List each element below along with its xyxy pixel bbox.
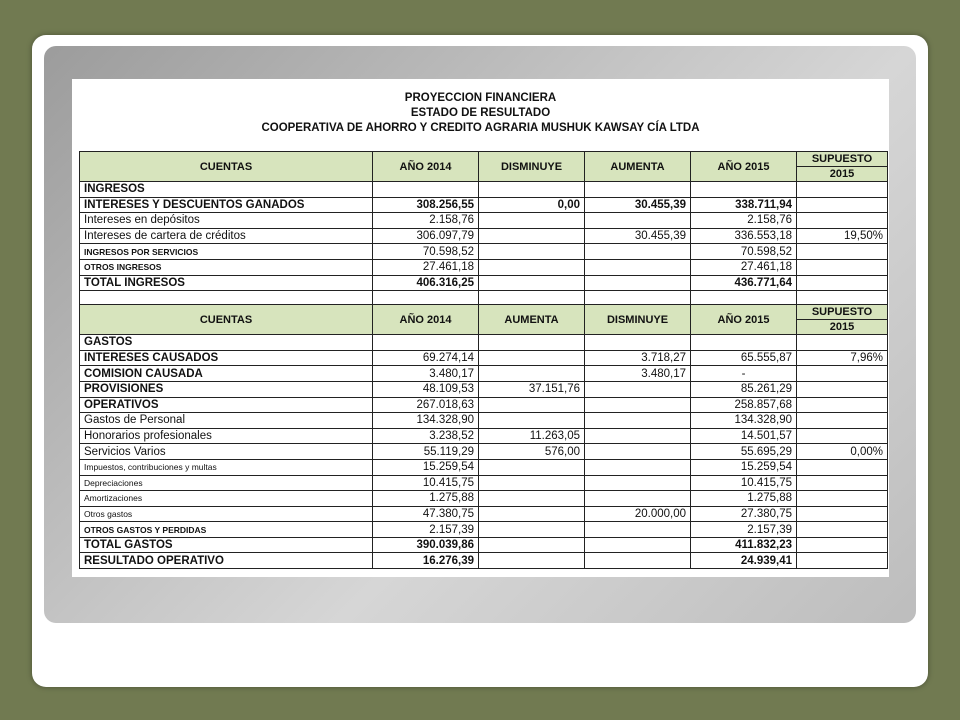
- table-row: [80, 275, 888, 291]
- cell-y2015: 70.598,52: [691, 244, 797, 260]
- col-aumenta: AUMENTA: [585, 152, 691, 182]
- table-row: [80, 537, 888, 553]
- income-statement-table: [79, 151, 888, 569]
- cell-c1: [479, 506, 585, 522]
- section-gastos: GASTOS: [80, 335, 373, 351]
- account-name: INGRESOS POR SERVICIOS: [80, 244, 373, 260]
- cell-sup: [797, 259, 888, 275]
- table-row: [80, 366, 888, 382]
- cell-sup: [797, 275, 888, 291]
- cell-c1: [479, 459, 585, 475]
- cell-sup: 7,96%: [797, 350, 888, 366]
- title-line-2: ESTADO DE RESULTADO: [410, 107, 551, 119]
- col-supuesto: SUPUESTO: [797, 152, 888, 167]
- cell-c2: [585, 413, 691, 429]
- cell-c1: [479, 244, 585, 260]
- table-row: [80, 244, 888, 260]
- title-line-3: COOPERATIVA DE AHORRO Y CREDITO AGRARIA MUSHUK KAWSAY CÍA LTDA: [261, 122, 700, 134]
- col-ano-2014: AÑO 2014: [373, 152, 479, 182]
- cell-y2014: 406.316,25: [373, 275, 479, 291]
- cell-y2014: 16.276,39: [373, 553, 479, 569]
- cell-y2014: 55.119,29: [373, 444, 479, 460]
- cell-sup: [797, 537, 888, 553]
- cell-c2: 30.455,39: [585, 197, 691, 213]
- cell-c1: 576,00: [479, 444, 585, 460]
- col-cuentas: CUENTAS: [80, 152, 373, 182]
- table-row: [80, 522, 888, 538]
- cell-c2: [585, 244, 691, 260]
- cell-sup: [797, 553, 888, 569]
- cell-c1: [479, 259, 585, 275]
- cell-c2: 3.718,27: [585, 350, 691, 366]
- account-name: COMISION CAUSADA: [80, 366, 373, 382]
- table-row: [80, 459, 888, 475]
- cell-sup: [797, 522, 888, 538]
- col-ano-2014: AÑO 2014: [373, 305, 479, 335]
- account-name: INTERESES Y DESCUENTOS GANADOS: [80, 197, 373, 213]
- cell-c1: [479, 228, 585, 244]
- slide: [32, 35, 928, 687]
- cell-y2014: 1.275,88: [373, 491, 479, 507]
- cell-c2: [585, 213, 691, 229]
- cell-c2: 20.000,00: [585, 506, 691, 522]
- financial-document: [72, 79, 889, 577]
- col-disminuye: DISMINUYE: [479, 152, 585, 182]
- cell-y2014: 47.380,75: [373, 506, 479, 522]
- cell-c2: [585, 553, 691, 569]
- cell-y2015: 14.501,57: [691, 428, 797, 444]
- table-row: [80, 475, 888, 491]
- table-row: [80, 413, 888, 429]
- cell-c1: [479, 366, 585, 382]
- cell-c2: [585, 491, 691, 507]
- cell-c1: [479, 275, 585, 291]
- cell-y2015: 2.157,39: [691, 522, 797, 538]
- cell-y2015: 338.711,94: [691, 197, 797, 213]
- table-row: [80, 444, 888, 460]
- cell-c2: 3.480,17: [585, 366, 691, 382]
- header-row-ingresos: [80, 152, 888, 167]
- cell-sup: [797, 244, 888, 260]
- account-name: TOTAL GASTOS: [80, 537, 373, 553]
- cell-c2: [585, 475, 691, 491]
- cell-sup: [797, 413, 888, 429]
- cell-sup: [797, 428, 888, 444]
- section-ingresos: INGRESOS: [80, 182, 373, 198]
- cell-y2015: 1.275,88: [691, 491, 797, 507]
- account-name: Depreciaciones: [80, 475, 373, 491]
- table-row: [80, 506, 888, 522]
- cell-y2014: 70.598,52: [373, 244, 479, 260]
- col-disminuye: DISMINUYE: [585, 305, 691, 335]
- cell-y2014: 2.158,76: [373, 213, 479, 229]
- table-row: [80, 491, 888, 507]
- cell-y2015: 27.380,75: [691, 506, 797, 522]
- col-supuesto-year: 2015: [797, 167, 888, 182]
- cell-sup: [797, 381, 888, 397]
- cell-c1: [479, 397, 585, 413]
- cell-y2014: 390.039,86: [373, 537, 479, 553]
- section-row: [80, 182, 888, 198]
- cell-y2014: 2.157,39: [373, 522, 479, 538]
- cell-c2: [585, 537, 691, 553]
- cell-c2: 30.455,39: [585, 228, 691, 244]
- gastos-rows: [80, 350, 888, 568]
- account-name: Impuestos, contribuciones y multas: [80, 459, 373, 475]
- document-titles: [72, 91, 889, 136]
- col-aumenta: AUMENTA: [479, 305, 585, 335]
- cell-y2015: -: [691, 366, 797, 382]
- table-row: [80, 197, 888, 213]
- cell-y2015: 55.695,29: [691, 444, 797, 460]
- cell-y2014: 48.109,53: [373, 381, 479, 397]
- table-row: [80, 381, 888, 397]
- cell-c1: 0,00: [479, 197, 585, 213]
- cell-y2015: 2.158,76: [691, 213, 797, 229]
- col-ano-2015: AÑO 2015: [691, 305, 797, 335]
- account-name: Amortizaciones: [80, 491, 373, 507]
- cell-c1: 11.263,05: [479, 428, 585, 444]
- cell-c1: [479, 213, 585, 229]
- account-name: Servicios Varios: [80, 444, 373, 460]
- cell-y2014: 27.461,18: [373, 259, 479, 275]
- cell-y2014: 10.415,75: [373, 475, 479, 491]
- cell-sup: [797, 397, 888, 413]
- cell-y2015: 85.261,29: [691, 381, 797, 397]
- cell-c2: [585, 428, 691, 444]
- cell-c1: [479, 413, 585, 429]
- cell-y2014: 69.274,14: [373, 350, 479, 366]
- cell-y2015: 24.939,41: [691, 553, 797, 569]
- cell-sup: [797, 213, 888, 229]
- account-name: Gastos de Personal: [80, 413, 373, 429]
- cell-c2: [585, 459, 691, 475]
- table-row: [80, 228, 888, 244]
- header-row-gastos: [80, 305, 888, 320]
- cell-y2015: 411.832,23: [691, 537, 797, 553]
- image-frame: [44, 46, 916, 623]
- cell-y2015: 436.771,64: [691, 275, 797, 291]
- account-name: Honorarios profesionales: [80, 428, 373, 444]
- account-name: Intereses en depósitos: [80, 213, 373, 229]
- cell-y2014: 308.256,55: [373, 197, 479, 213]
- cell-c2: [585, 381, 691, 397]
- account-name: Otros gastos: [80, 506, 373, 522]
- cell-c1: [479, 491, 585, 507]
- cell-y2015: 134.328,90: [691, 413, 797, 429]
- blank-row: [80, 291, 888, 305]
- cell-y2015: 258.857,68: [691, 397, 797, 413]
- cell-y2015: 15.259,54: [691, 459, 797, 475]
- table-row: [80, 259, 888, 275]
- table-row: [80, 350, 888, 366]
- cell-sup: 0,00%: [797, 444, 888, 460]
- cell-sup: 19,50%: [797, 228, 888, 244]
- cell-sup: [797, 491, 888, 507]
- section-row: [80, 335, 888, 351]
- cell-y2014: 15.259,54: [373, 459, 479, 475]
- cell-c2: [585, 522, 691, 538]
- table-row: [80, 553, 888, 569]
- account-name: PROVISIONES: [80, 381, 373, 397]
- col-supuesto: SUPUESTO: [797, 305, 888, 320]
- cell-y2015: 336.553,18: [691, 228, 797, 244]
- cell-sup: [797, 506, 888, 522]
- table-row: [80, 397, 888, 413]
- cell-c1: [479, 350, 585, 366]
- ingresos-rows: [80, 197, 888, 291]
- cell-y2014: 3.480,17: [373, 366, 479, 382]
- account-name: OTROS INGRESOS: [80, 259, 373, 275]
- col-ano-2015: AÑO 2015: [691, 152, 797, 182]
- cell-c2: [585, 444, 691, 460]
- account-name: INTERESES CAUSADOS: [80, 350, 373, 366]
- cell-c1: [479, 537, 585, 553]
- account-name: OPERATIVOS: [80, 397, 373, 413]
- table-row: [80, 428, 888, 444]
- cell-c2: [585, 275, 691, 291]
- col-supuesto-year: 2015: [797, 320, 888, 335]
- cell-sup: [797, 366, 888, 382]
- cell-c1: 37.151,76: [479, 381, 585, 397]
- account-name: TOTAL INGRESOS: [80, 275, 373, 291]
- cell-y2015: 10.415,75: [691, 475, 797, 491]
- cell-c1: [479, 553, 585, 569]
- title-line-1: PROYECCION FINANCIERA: [404, 92, 557, 104]
- cell-y2014: 3.238,52: [373, 428, 479, 444]
- cell-c2: [585, 397, 691, 413]
- cell-y2014: 267.018,63: [373, 397, 479, 413]
- cell-y2014: 306.097,79: [373, 228, 479, 244]
- cell-y2014: 134.328,90: [373, 413, 479, 429]
- table-row: [80, 213, 888, 229]
- cell-c1: [479, 522, 585, 538]
- cell-c1: [479, 475, 585, 491]
- cell-c2: [585, 259, 691, 275]
- cell-sup: [797, 197, 888, 213]
- account-name: RESULTADO OPERATIVO: [80, 553, 373, 569]
- account-name: OTROS GASTOS Y PERDIDAS: [80, 522, 373, 538]
- account-name: Intereses de cartera de créditos: [80, 228, 373, 244]
- cell-sup: [797, 459, 888, 475]
- cell-y2015: 27.461,18: [691, 259, 797, 275]
- cell-sup: [797, 475, 888, 491]
- col-cuentas: CUENTAS: [80, 305, 373, 335]
- cell-y2015: 65.555,87: [691, 350, 797, 366]
